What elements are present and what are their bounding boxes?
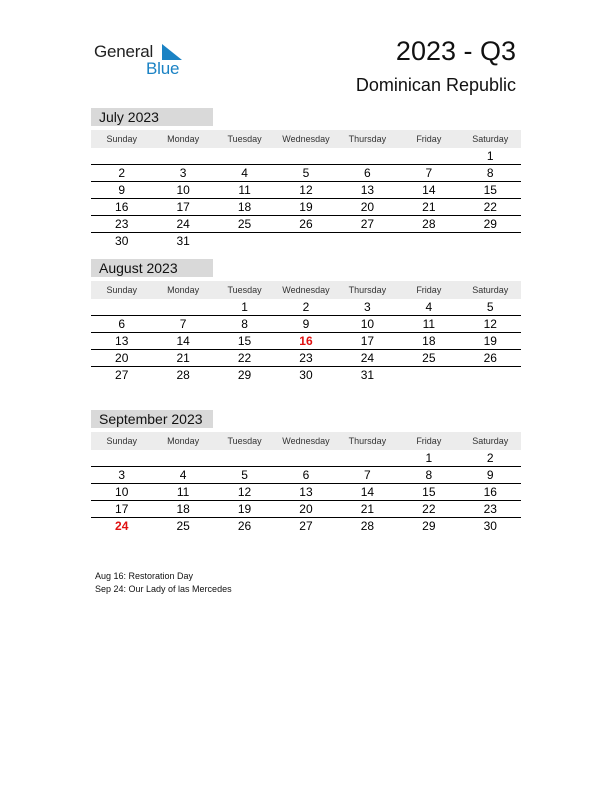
- week-row: [91, 333, 521, 350]
- day-cell: [398, 233, 459, 250]
- day-cell: 28: [360, 519, 375, 533]
- page-title: 2023 - Q3: [395, 36, 516, 66]
- logo-triangle-icon: [162, 44, 182, 60]
- day-cell: 10: [176, 183, 190, 197]
- day-cell: 1: [425, 451, 433, 465]
- month-label: July 2023: [91, 108, 213, 126]
- weekday-label: Saturday: [472, 134, 509, 144]
- day-cell: 20: [115, 351, 129, 365]
- day-cell: 22: [237, 351, 252, 365]
- week-row: [91, 182, 521, 199]
- day-cell: 10: [360, 317, 375, 331]
- day-cell: 8: [241, 317, 248, 331]
- weekday-label: Saturday: [472, 285, 509, 295]
- logo-blue-text: Blue: [146, 59, 180, 78]
- day-cell: 26: [483, 351, 497, 365]
- day-cell: 7: [364, 468, 371, 482]
- day-cell: [214, 450, 275, 466]
- day-cell: 16: [483, 485, 497, 499]
- week-row: [91, 148, 521, 165]
- day-cell: 11: [238, 183, 251, 197]
- week-row: [91, 501, 521, 518]
- week-row: [91, 484, 521, 501]
- day-cell: 3: [179, 166, 187, 180]
- weekday-label: Wednesday: [282, 436, 330, 446]
- day-cell: 9: [302, 317, 310, 331]
- day-cell: 12: [237, 485, 252, 499]
- day-cell: 22: [422, 502, 436, 516]
- day-cell: [91, 148, 152, 164]
- day-cell: 1: [241, 300, 248, 314]
- day-cell: 21: [422, 200, 436, 214]
- day-cell: 4: [241, 166, 248, 180]
- day-cell: [460, 233, 521, 250]
- day-cell: 17: [176, 200, 190, 214]
- weekday-header: [91, 281, 521, 299]
- day-cell: 29: [237, 368, 252, 382]
- weekday-label: Friday: [416, 436, 442, 446]
- day-cell: 4: [179, 468, 187, 482]
- day-cell: 17: [115, 502, 129, 516]
- week-row: [91, 467, 521, 484]
- month-calendar-august: [91, 259, 521, 384]
- day-cell: 12: [483, 317, 497, 331]
- day-cell: [152, 299, 213, 315]
- day-cell: 25: [422, 351, 436, 365]
- weekday-label: Saturday: [472, 436, 509, 446]
- day-cell: 23: [299, 351, 313, 365]
- day-cell: 19: [483, 334, 497, 348]
- day-cell: [398, 148, 459, 164]
- day-cell: 16: [299, 334, 313, 348]
- day-cell: 24: [176, 217, 190, 231]
- day-cell: 8: [425, 468, 433, 482]
- day-cell: 13: [299, 485, 313, 499]
- day-cell: 20: [299, 502, 313, 516]
- day-cell: 22: [483, 200, 497, 214]
- day-cell: 21: [360, 502, 375, 516]
- day-cell: 9: [118, 183, 126, 197]
- weekday-label: Sunday: [106, 285, 137, 295]
- day-cell: 30: [115, 234, 129, 248]
- week-row: [91, 216, 521, 233]
- day-cell: 26: [237, 519, 252, 533]
- month-label: September 2023: [91, 410, 213, 428]
- day-cell: 27: [299, 519, 313, 533]
- day-cell: 19: [237, 502, 252, 516]
- weekday-label: Thursday: [348, 436, 387, 446]
- day-cell: 28: [422, 217, 436, 231]
- day-cell: 30: [299, 368, 313, 382]
- weekday-label: Wednesday: [282, 134, 330, 144]
- day-cell: [214, 148, 275, 164]
- day-cell: 26: [299, 217, 313, 231]
- weekday-label: Tuesday: [227, 436, 262, 446]
- day-cell: 13: [360, 183, 375, 197]
- day-cell: 29: [422, 519, 436, 533]
- day-cell: 10: [115, 485, 129, 499]
- day-cell: 23: [483, 502, 497, 516]
- weekday-label: Thursday: [348, 134, 387, 144]
- holiday-notes: [95, 570, 232, 596]
- day-cell: 15: [483, 183, 497, 197]
- week-row: [91, 518, 521, 535]
- day-cell: [152, 450, 213, 466]
- day-cell: 20: [360, 200, 375, 214]
- day-cell: [91, 299, 152, 315]
- day-cell: 24: [115, 519, 129, 533]
- day-cell: 5: [302, 166, 310, 180]
- generalblue-logo: [94, 40, 194, 80]
- day-cell: 6: [302, 468, 310, 482]
- day-cell: [214, 233, 275, 250]
- holiday-note: Sep 24: Our Lady of las Mercedes: [95, 584, 232, 594]
- day-cell: 2: [118, 166, 126, 180]
- weekday-label: Monday: [167, 134, 200, 144]
- day-cell: 12: [299, 183, 313, 197]
- day-cell: 4: [425, 300, 433, 314]
- day-cell: [460, 367, 521, 384]
- day-cell: 2: [486, 451, 494, 465]
- weekday-label: Sunday: [106, 134, 137, 144]
- country-name: Dominican Republic: [355, 75, 516, 95]
- weekday-label: Wednesday: [282, 285, 330, 295]
- day-cell: 11: [176, 485, 190, 499]
- day-cell: 27: [360, 217, 375, 231]
- month-calendar-september: [91, 410, 521, 535]
- day-cell: 9: [486, 468, 494, 482]
- day-cell: 29: [483, 217, 497, 231]
- day-cell: 14: [176, 334, 190, 348]
- month-calendar-july: [91, 108, 521, 250]
- day-cell: 17: [360, 334, 375, 348]
- logo-general-text: General: [94, 42, 154, 61]
- day-cell: 24: [360, 351, 375, 365]
- day-cell: 14: [422, 183, 436, 197]
- day-cell: 7: [425, 166, 433, 180]
- day-cell: 6: [364, 166, 371, 180]
- day-cell: [337, 148, 398, 164]
- day-cell: [398, 367, 459, 384]
- day-cell: 15: [422, 485, 436, 499]
- day-cell: 11: [422, 317, 436, 331]
- weekday-label: Sunday: [106, 436, 137, 446]
- day-cell: 2: [302, 300, 310, 314]
- day-cell: 13: [115, 334, 129, 348]
- weekday-header: [91, 432, 521, 450]
- week-row: [91, 199, 521, 216]
- day-cell: 31: [176, 234, 190, 248]
- day-cell: 1: [486, 149, 494, 163]
- week-row: [91, 233, 521, 250]
- day-cell: 19: [299, 200, 313, 214]
- weekday-label: Friday: [416, 134, 442, 144]
- day-cell: 25: [237, 217, 252, 231]
- day-cell: 6: [118, 317, 126, 331]
- day-cell: 15: [237, 334, 252, 348]
- week-row: [91, 165, 521, 182]
- holiday-note: Aug 16: Restoration Day: [95, 571, 194, 581]
- weekday-label: Monday: [167, 436, 200, 446]
- day-cell: [275, 450, 336, 466]
- week-row: [91, 367, 521, 384]
- weekday-label: Monday: [167, 285, 200, 295]
- day-cell: 21: [176, 351, 190, 365]
- day-cell: 14: [360, 485, 375, 499]
- day-cell: 27: [115, 368, 129, 382]
- weekday-label: Tuesday: [227, 285, 262, 295]
- weekday-label: Tuesday: [227, 134, 262, 144]
- day-cell: 18: [176, 502, 190, 516]
- month-label: August 2023: [91, 259, 213, 277]
- day-cell: 28: [176, 368, 190, 382]
- week-row: [91, 299, 521, 316]
- day-cell: [91, 450, 152, 466]
- day-cell: 23: [115, 217, 129, 231]
- day-cell: [337, 233, 398, 250]
- day-cell: 7: [179, 317, 187, 331]
- day-cell: 5: [241, 468, 248, 482]
- day-cell: 8: [486, 166, 494, 180]
- day-cell: [152, 148, 213, 164]
- weekday-label: Friday: [416, 285, 442, 295]
- day-cell: [337, 450, 398, 466]
- day-cell: 31: [360, 368, 375, 382]
- week-row: [91, 316, 521, 333]
- week-row: [91, 450, 521, 467]
- week-row: [91, 350, 521, 367]
- day-cell: [275, 233, 336, 250]
- day-cell: 18: [422, 334, 436, 348]
- weekday-header: [91, 130, 521, 148]
- day-cell: [275, 148, 336, 164]
- day-cell: 16: [115, 200, 129, 214]
- day-cell: 30: [483, 519, 497, 533]
- day-cell: 3: [364, 300, 371, 314]
- day-cell: 25: [176, 519, 190, 533]
- day-cell: 5: [486, 300, 494, 314]
- day-cell: 3: [118, 468, 126, 482]
- day-cell: 18: [237, 200, 252, 214]
- weekday-label: Thursday: [348, 285, 387, 295]
